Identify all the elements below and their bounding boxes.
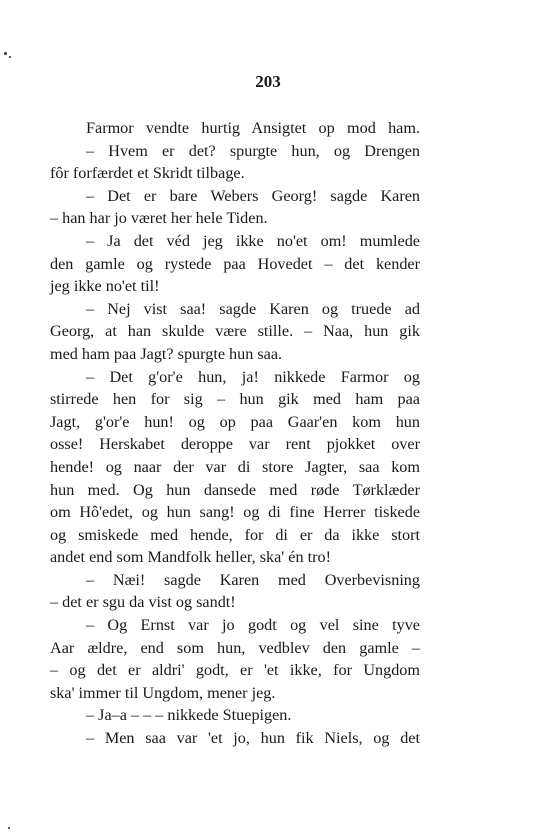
text-line: – Ja–a – – – nikkede Stuepigen. [86, 706, 292, 725]
text-line: – Men saa var 'et jo, hun fik Niels, og det [86, 729, 420, 748]
text-line: andet end som Mandfolk heller, ska' én tro! [50, 548, 331, 567]
text-line: – Og Ernst var jo godt og vel sine tyve [86, 616, 420, 635]
text-line: ska' immer til Ungdom, mener jeg. [50, 683, 276, 702]
text-line: stirrede hen for sig – hun gik med ham paa [50, 390, 420, 409]
text-line: fôr forfærdet et Skridt tilbage. [50, 164, 245, 183]
text-line: Jagt, g'or'e hun! og op paa Gaar'en kom hun [50, 412, 420, 431]
text-line: – Ja det véd jeg ikke no'et om! mumlede [86, 231, 420, 250]
text-line: hende! og naar der var di store Jagter, saa kom [50, 457, 420, 476]
text-line: og smiskede med hende, for di er da ikke stort [50, 525, 420, 544]
text-line: – Nej vist saa! sagde Karen og truede ad [86, 299, 420, 318]
text-line: Aar ældre, end som hun, vedblev den gamle – [50, 638, 420, 657]
text-line: – og det er aldri' godt, er 'et ikke, for Ungdom [50, 661, 420, 680]
text-line: Farmor vendte hurtig Ansigtet op mod ham. [86, 119, 420, 137]
text-line: – han har jo været her hele Tiden. [50, 209, 268, 228]
text-line: – det er sgu da vist og sandt! [50, 593, 236, 612]
text-line: – Næi! sagde Karen med Overbevisning [86, 570, 420, 589]
text-line: jeg ikke no'et til! [50, 277, 160, 296]
text-line: hun med. Og hun dansede med røde Tørklæder [50, 480, 420, 499]
ink-speck [4, 52, 7, 55]
text-line: med ham paa Jagt? spurgte hun saa. [50, 344, 283, 363]
page-number: 203 [255, 72, 281, 91]
body-text [50, 117, 420, 750]
text-line: – Hvem er det? spurgte hun, og Drengen [86, 141, 420, 160]
text-line: – Det er bare Webers Georg! sagde Karen [86, 186, 420, 205]
text-line: osse! Herskabet deroppe var rent pjokket over [50, 435, 420, 454]
ink-speck [9, 56, 11, 58]
text-line: Georg, at han skulde være stille. – Naa, hun gik [50, 322, 420, 341]
text-line: den gamle og rystede paa Hovedet – det kender [50, 254, 420, 273]
text-line: om Hô'edet, og hun sang! og di fine Herrer tiskede [50, 503, 420, 522]
text-line: – Det g'or'e hun, ja! nikkede Farmor og [86, 367, 420, 386]
ink-speck [8, 827, 10, 829]
